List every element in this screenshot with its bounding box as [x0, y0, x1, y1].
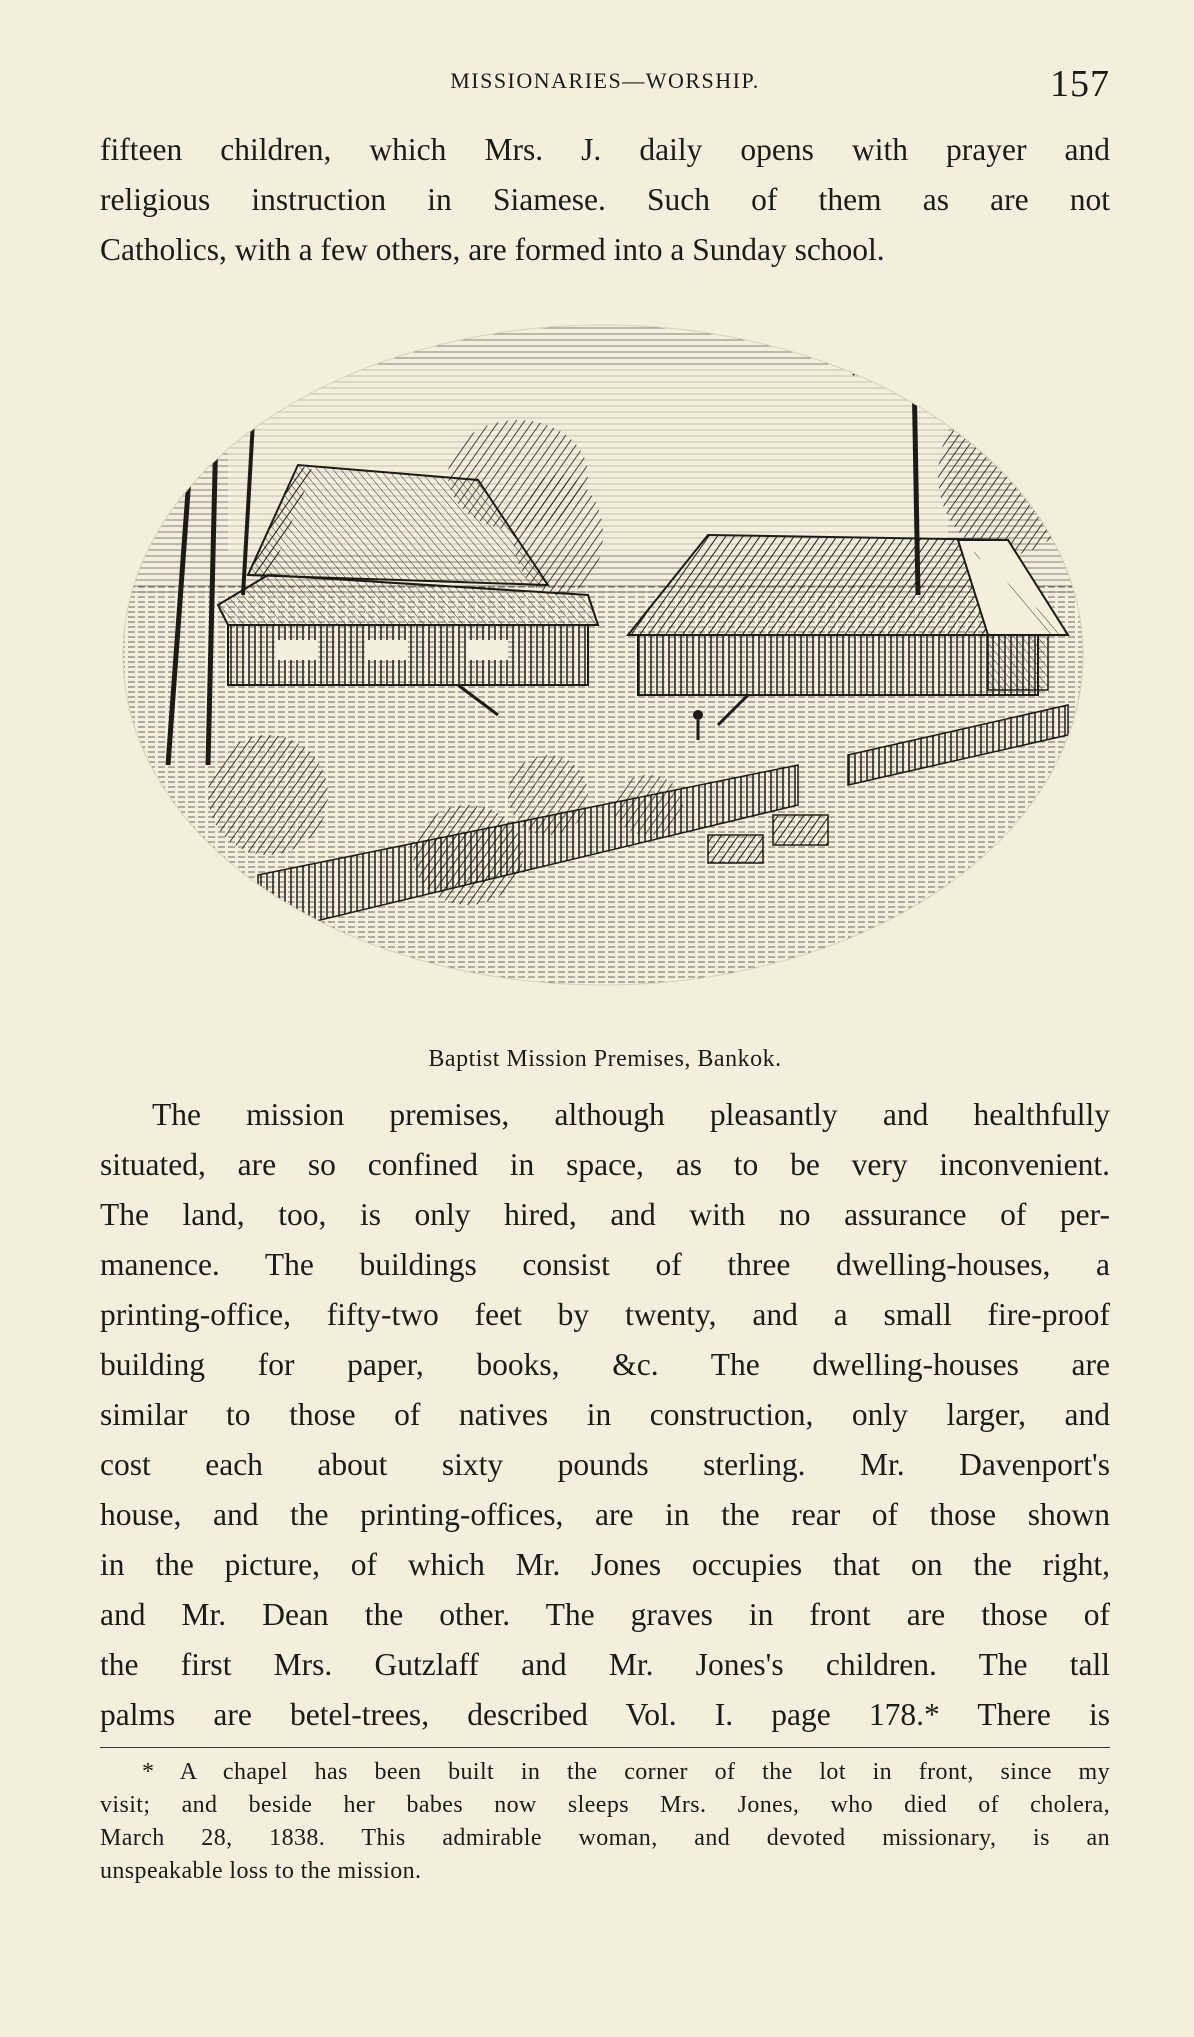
text-line: printing-office, fifty-two feet by twenty, and a small fire-proof — [100, 1297, 1110, 1332]
text-line: manence. The buildings consist of three dwelling-houses, a — [100, 1247, 1110, 1282]
main-paragraph — [100, 1090, 1110, 1740]
text-line: The mission premises, although pleasantly and healthfully — [152, 1097, 1110, 1132]
engraving-svg — [108, 295, 1098, 1035]
engraving-illustration — [108, 295, 1098, 1035]
footnote — [100, 1756, 1110, 1888]
footnote-line: visit; and beside her babes now sleeps Mrs. Jones, who died of cholera, — [100, 1792, 1110, 1818]
text-line: religious instruction in Siamese. Such of them as are not — [100, 182, 1110, 217]
text-line: situated, are so confined in space, as to be very inconvenient. — [100, 1147, 1110, 1182]
top-paragraph — [100, 125, 1110, 275]
text-line: building for paper, books, &c. The dwelling-houses are — [100, 1347, 1110, 1382]
text-line: cost each about sixty pounds sterling. Mr. Davenport's — [100, 1447, 1110, 1482]
running-head — [100, 62, 1110, 105]
text-line: and Mr. Dean the other. The graves in front are those of — [100, 1597, 1110, 1632]
text-line: the first Mrs. Gutzlaff and Mr. Jones's children. The tall — [100, 1647, 1110, 1682]
text-line: palms are betel-trees, described Vol. I. page 178.* There is — [100, 1697, 1110, 1732]
footnote-line: * A chapel has been built in the corner of the lot in front, since my — [142, 1759, 1110, 1785]
text-line: Catholics, with a few others, are formed into a Sunday school. — [100, 232, 885, 267]
text-line: The land, too, is only hired, and with no assurance of per- — [100, 1197, 1110, 1232]
running-title: MISSIONARIES—WORSHIP. — [450, 68, 760, 93]
text-line: house, and the printing-offices, are in the rear of those shown — [100, 1497, 1110, 1532]
figure-caption: Baptist Mission Premises, Bankok. — [428, 1046, 782, 1072]
text-line: fifteen children, which Mrs. J. daily opens with prayer and — [100, 132, 1110, 167]
engraving-scene — [108, 295, 1098, 1035]
text-line: in the picture, of which Mr. Jones occupies that on the right, — [100, 1547, 1110, 1582]
footnote-line: March 28, 1838. This admirable woman, and devoted missionary, is an — [100, 1825, 1110, 1851]
page-number: 157 — [1050, 63, 1110, 105]
text-line: similar to those of natives in construction, only larger, and — [100, 1397, 1110, 1432]
footnote-line: unspeakable loss to the mission. — [100, 1858, 422, 1884]
footnote-rule — [100, 1747, 1110, 1748]
